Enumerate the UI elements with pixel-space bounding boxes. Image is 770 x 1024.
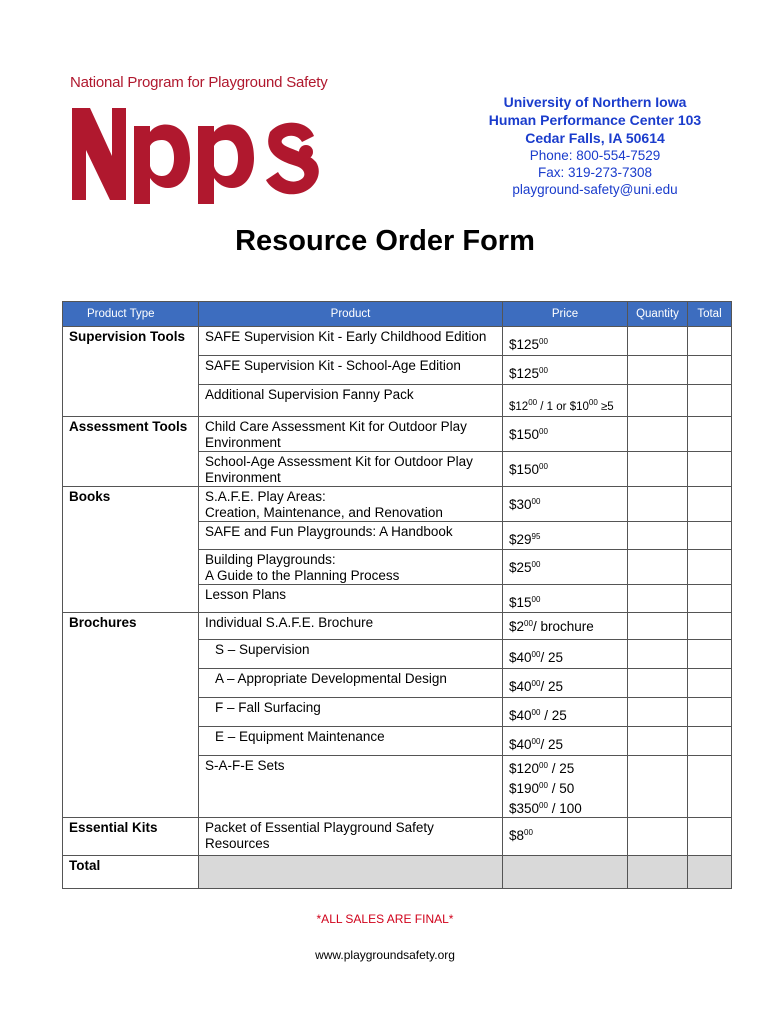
product-cell: School-Age Assessment Kit for Outdoor Play Environment (199, 452, 503, 487)
product-cell: Lesson Plans (199, 585, 503, 613)
quantity-input[interactable] (628, 669, 688, 698)
quantity-input[interactable] (628, 585, 688, 613)
product-cell: S-A-F-E Sets (199, 756, 503, 818)
total-shaded-cell (628, 856, 688, 889)
price-cell: $\$40^{00}/$ 25 (503, 727, 628, 756)
contact-city: Cedar Falls, IA 50614 (525, 130, 665, 146)
total-cell[interactable] (688, 452, 732, 487)
contact-org: University of Northern Iowa (503, 94, 687, 110)
total-cell[interactable] (688, 818, 732, 856)
total-cell[interactable] (688, 417, 732, 452)
total-cell[interactable] (688, 613, 732, 640)
quantity-input[interactable] (628, 640, 688, 669)
group-assessment-tools: Assessment Tools (63, 417, 199, 487)
total-shaded-cell (503, 856, 628, 889)
total-cell[interactable] (688, 356, 732, 385)
price-cell: $\$125^{00}$ (503, 327, 628, 356)
product-cell: S.A.F.E. Play Areas: Creation, Maintenance, and Renovation (199, 487, 503, 522)
product-cell: Additional Supervision Fanny Pack (199, 385, 503, 417)
product-cell: Child Care Assessment Kit for Outdoor Play Environment (199, 417, 503, 452)
price-cell: $\$150^{00}$ (503, 452, 628, 487)
total-cell[interactable] (688, 669, 732, 698)
product-cell: SAFE Supervision Kit - Early Childhood Edition (199, 327, 503, 356)
price-cell: $\$2^{00}/$ brochure (503, 613, 628, 640)
group-brochures: Brochures (63, 613, 199, 818)
total-cell[interactable] (688, 522, 732, 550)
quantity-input[interactable] (628, 522, 688, 550)
product-cell: Building Playgrounds: A Guide to the Planning Process (199, 550, 503, 585)
product-cell: S – Supervision (199, 640, 503, 669)
price-cell: $\$12^{00} / 1$ or $\$10^{00} \ge 5$ (503, 385, 628, 417)
total-shaded-cell (199, 856, 503, 889)
price-cell: $\$30^{00}$ (503, 487, 628, 522)
total-cell[interactable] (688, 698, 732, 727)
table-row (63, 613, 732, 640)
page-title: Resource Order Form (235, 225, 535, 257)
price-cell: $\$150^{00}$ (503, 417, 628, 452)
logo-tagline: National Program for Playground Safety (70, 74, 328, 91)
product-cell: SAFE Supervision Kit - School-Age Edition (199, 356, 503, 385)
quantity-input[interactable] (628, 452, 688, 487)
contact-phone: Phone: 800-554-7529 (529, 148, 661, 163)
price-cell: $\$29^{95}$ (503, 522, 628, 550)
table-row (63, 818, 732, 856)
price-cell: $\$8^{00}$ (503, 818, 628, 856)
quantity-input[interactable] (628, 417, 688, 452)
total-cell[interactable] (688, 327, 732, 356)
product-cell: SAFE and Fun Playgrounds: A Handbook (199, 522, 503, 550)
grand-total-cell[interactable] (688, 856, 732, 889)
quantity-input[interactable] (628, 487, 688, 522)
price-cell: $\$40^{00}/$ 25 (503, 640, 628, 669)
group-books: Books (63, 487, 199, 613)
product-cell: Individual S.A.F.E. Brochure (199, 613, 503, 640)
header-price: Price (503, 302, 628, 327)
contact-building: Human Performance Center 103 (488, 112, 702, 128)
sales-final-notice: *ALL SALES ARE FINAL* (316, 912, 454, 926)
price-cell: $\$25^{00}$ (503, 550, 628, 585)
npps-logo (70, 74, 330, 204)
npps-wordmark (70, 96, 330, 204)
contact-fax: Fax: 319-273-7308 (537, 165, 653, 180)
header-product: Product (199, 302, 503, 327)
price-cell: $\$15^{00}$ (503, 585, 628, 613)
price-cell: $\$120^{00} / 25$ $\$190^{00} / 50$ $\$350^{00} / 100$ (503, 756, 628, 818)
price-cell: $\$40^{00}/$ 25 (503, 669, 628, 698)
quantity-input[interactable] (628, 327, 688, 356)
product-cell: F – Fall Surfacing (199, 698, 503, 727)
total-cell[interactable] (688, 385, 732, 417)
quantity-input[interactable] (628, 698, 688, 727)
table-row (63, 327, 732, 356)
group-supervision-tools: Supervision Tools (63, 327, 199, 417)
table-header-row (63, 302, 732, 327)
total-cell[interactable] (688, 550, 732, 585)
total-cell[interactable] (688, 756, 732, 818)
contact-email[interactable]: playground-safety@uni.edu (512, 182, 678, 197)
table-row (63, 487, 732, 522)
header-total: Total (688, 302, 732, 327)
header-quantity: Quantity (628, 302, 688, 327)
order-table (62, 301, 732, 889)
total-cell[interactable] (688, 727, 732, 756)
quantity-input[interactable] (628, 550, 688, 585)
quantity-input[interactable] (628, 818, 688, 856)
table-row (63, 417, 732, 452)
contact-block (460, 93, 730, 198)
total-row (63, 856, 732, 889)
quantity-input[interactable] (628, 756, 688, 818)
total-cell[interactable] (688, 487, 732, 522)
price-cell: $\$125^{00}$ (503, 356, 628, 385)
product-cell: Packet of Essential Playground Safety Resources (199, 818, 503, 856)
product-cell: A – Appropriate Developmental Design (199, 669, 503, 698)
quantity-input[interactable] (628, 727, 688, 756)
total-label: Total (63, 856, 199, 889)
header-product-type: Product Type (63, 302, 199, 327)
quantity-input[interactable] (628, 613, 688, 640)
quantity-input[interactable] (628, 356, 688, 385)
total-cell[interactable] (688, 640, 732, 669)
price-cell: $\$40^{00} / 25$ (503, 698, 628, 727)
group-essential-kits: Essential Kits (63, 818, 199, 856)
quantity-input[interactable] (628, 385, 688, 417)
total-cell[interactable] (688, 585, 732, 613)
website-link[interactable]: www.playgroundsafety.org (315, 948, 455, 962)
product-cell: E – Equipment Maintenance (199, 727, 503, 756)
